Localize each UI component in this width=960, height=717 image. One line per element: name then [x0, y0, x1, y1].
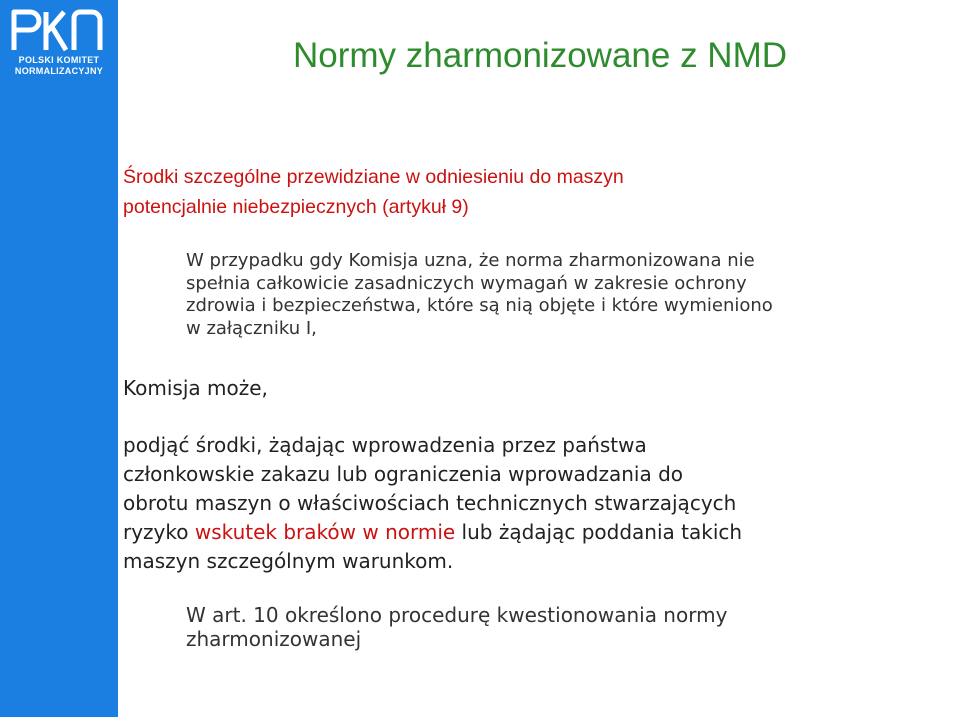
logo-line-1: POLSKI KOMITET: [18, 55, 100, 65]
paragraph-condition: [186, 250, 936, 340]
subtitle-line: potencjalnie niebezpiecznych (artykuł 9): [123, 196, 469, 218]
pkn-logo-mark: [0, 0, 118, 56]
paragraph-line: w załączniku I,: [186, 317, 317, 339]
pkn-logo: [0, 0, 118, 88]
note-line: W art. 10 określono procedurę kwestionowania normy: [186, 603, 728, 627]
highlighted-text: wskutek braków w normie: [194, 520, 456, 544]
logo-line-2: NORMALIZACYJNY: [14, 66, 104, 76]
paragraph-line: maszyn szczególnym warunkom.: [123, 549, 454, 573]
subtitle-line: Środki szczególne przewidziane w odniesieniu do maszyn: [123, 166, 624, 188]
paragraph-measures: [123, 431, 923, 576]
paragraph-line: [123, 518, 923, 547]
paragraph-line: obrotu maszyn o właściwościach technicznych stwarzających: [123, 491, 737, 515]
article-note: [186, 603, 886, 651]
text-segment: ryzyko: [123, 520, 195, 544]
paragraph-line: członkowskie zakazu lub ograniczenia wprowadzania do: [123, 462, 684, 486]
paragraph-line: W przypadku gdy Komisja uzna, że norma zharmonizowana nie: [186, 250, 755, 271]
paragraph-line: podjąć środki, żądając wprowadzenia przez państwa: [123, 433, 647, 457]
note-line: zharmonizowanej: [186, 627, 362, 651]
paragraph-line: spełnia całkowicie zasadniczych wymagań w zakresie ochrony: [186, 272, 747, 294]
komisja-label: Komisja może,: [123, 376, 268, 400]
slide-subtitle: [123, 162, 903, 222]
paragraph-line: zdrowia i bezpieczeństwa, które są nią objęte i które wymieniono: [186, 295, 773, 316]
slide-title: Normy zharmonizowane z NMD: [292, 36, 788, 75]
text-segment: lub żądając poddania takich: [455, 520, 743, 544]
sidebar: [0, 0, 118, 717]
